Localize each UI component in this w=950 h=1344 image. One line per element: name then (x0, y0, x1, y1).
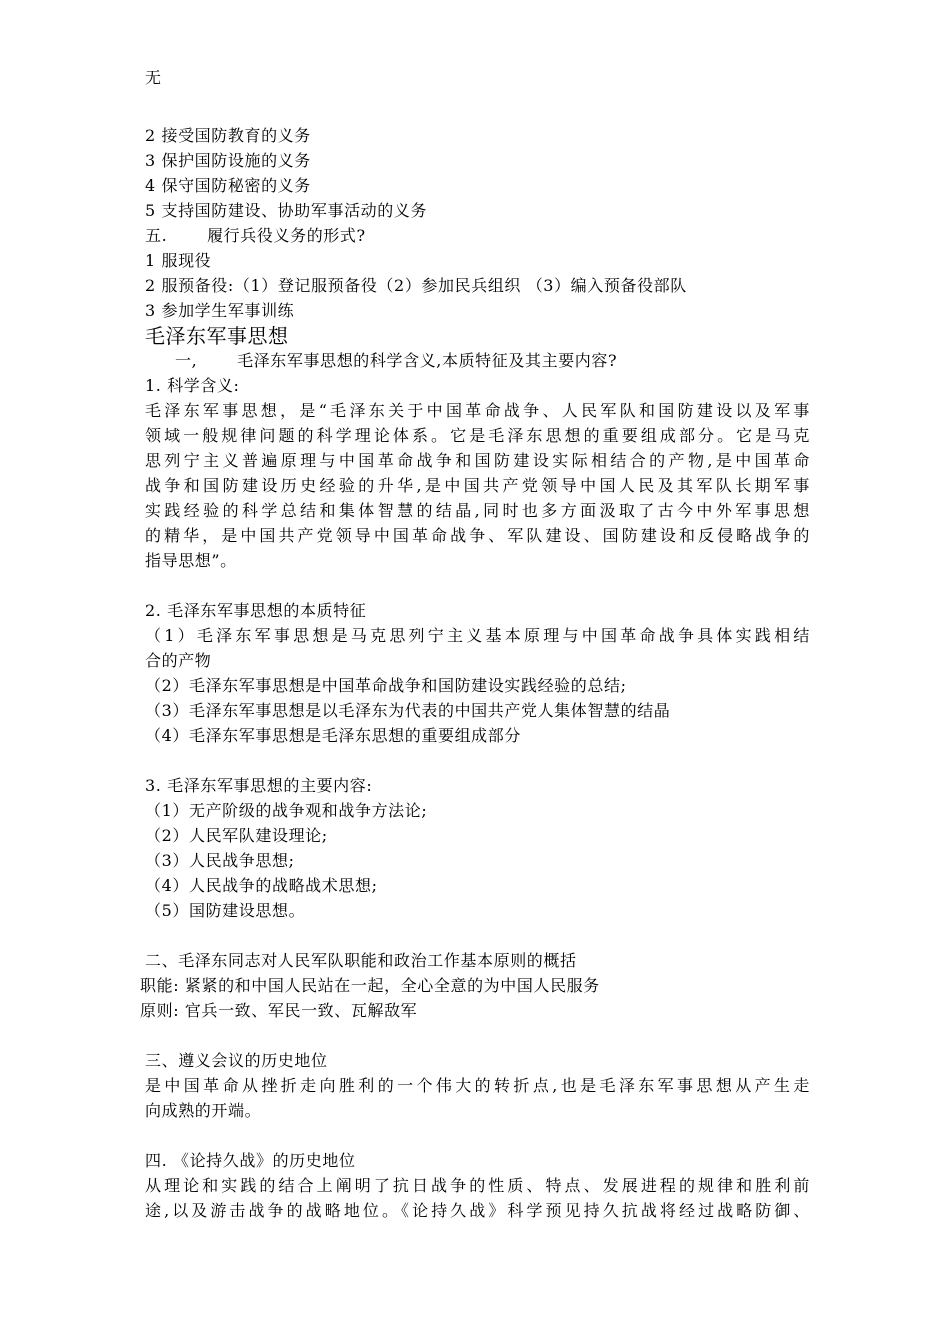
q1-part3-line: （4）人民战争的战略战术思想; (145, 876, 378, 895)
q4-line: 途,以及游击战争的战略地位。《论持久战》科学预见持久抗战将经过战略防御、 (145, 1201, 810, 1220)
q2-line: 原则: 官兵一致、军民一致、瓦解敌军 (140, 1001, 418, 1020)
section5-item: 3 参加学生军事训练 (145, 301, 295, 320)
chapter-title: 毛泽东军事思想 (145, 324, 289, 348)
q1-part1-title: 1. 科学含义: (145, 376, 240, 395)
q3-line: 向成熟的开端。 (145, 1101, 262, 1120)
q1-part2-line: 合的产物 (145, 651, 212, 670)
q1-part2-line: （4）毛泽东军事思想是毛泽东思想的重要组成部分 (145, 726, 521, 745)
duty-item: 3 保护国防设施的义务 (145, 151, 311, 170)
q1-part2-title: 2. 毛泽东军事思想的本质特征 (145, 601, 367, 620)
q1-part1-line: 实践经验的科学总结和集体智慧的结晶,同时也多方面汲取了古今中外军事思想 (145, 501, 810, 520)
q1-part1-line: 思列宁主义普遍原理与中国革命战争和国防建设实际相结合的产物,是中国革命 (145, 451, 810, 470)
q1-part2-line: （3）毛泽东军事思想是以毛泽东为代表的中国共产党人集体智慧的结晶 (145, 701, 671, 720)
q1-part1-line: 毛泽东军事思想，是“毛泽东关于中国革命战争、人民军队和国防建设以及军事 (145, 401, 810, 420)
q1-part1-line: 领域一般规律问题的科学理论体系。它是毛泽东思想的重要组成部分。它是马克 (145, 426, 810, 445)
q1-part3-line: （2）人民军队建设理论; (145, 826, 328, 845)
q1-part2-line: （1）毛泽东军事思想是马克思列宁主义基本原理与中国革命战争具体实践相结 (145, 626, 810, 645)
q1-part3-line: （3）人民战争思想; (145, 851, 295, 870)
section5-item: 2 服预备役:（1）登记服预备役（2）参加民兵组织 （3）编入预备役部队 (145, 276, 687, 295)
q1-title: 一, 毛泽东军事思想的科学含义,本质特征及其主要内容? (175, 351, 618, 370)
header-mark: 无 (145, 68, 162, 87)
q1-part1-line: 的精华，是中国共产党领导中国革命战争、军队建设、国防建设和反侵略战争的 (145, 526, 810, 545)
q3-title: 三、遵义会议的历史地位 (145, 1051, 328, 1070)
section5-title: 五. 履行兵役义务的形式? (145, 226, 366, 245)
duty-item: 2 接受国防教育的义务 (145, 126, 311, 145)
section5-item: 1 服现役 (145, 251, 212, 270)
duty-item: 4 保守国防秘密的义务 (145, 176, 311, 195)
q4-title: 四. 《论持久战》的历史地位 (145, 1151, 356, 1170)
q1-part2-line: （2）毛泽东军事思想是中国革命战争和国防建设实践经验的总结; (145, 676, 627, 695)
q2-line: 职能: 紧紧的和中国人民站在一起，全心全意的为中国人民服务 (140, 976, 600, 995)
q4-line: 从理论和实践的结合上阐明了抗日战争的性质、特点、发展进程的规律和胜利前 (145, 1176, 810, 1195)
q3-line: 是中国革命从挫折走向胜利的一个伟大的转折点,也是毛泽东军事思想从产生走 (145, 1076, 810, 1095)
duty-item: 5 支持国防建设、协助军事活动的义务 (145, 201, 428, 220)
q1-part3-line: （5）国防建设思想。 (145, 901, 306, 920)
q1-part3-title: 3. 毛泽东军事思想的主要内容: (145, 776, 373, 795)
q1-part1-line: 战争和国防建设历史经验的升华,是中国共产党领导中国人民及其军队长期军事 (145, 476, 810, 495)
q2-title: 二、毛泽东同志对人民军队职能和政治工作基本原则的概括 (145, 951, 577, 970)
q1-part3-line: （1）无产阶级的战争观和战争方法论; (145, 801, 428, 820)
q1-part1-line: 指导思想”。 (145, 551, 237, 570)
